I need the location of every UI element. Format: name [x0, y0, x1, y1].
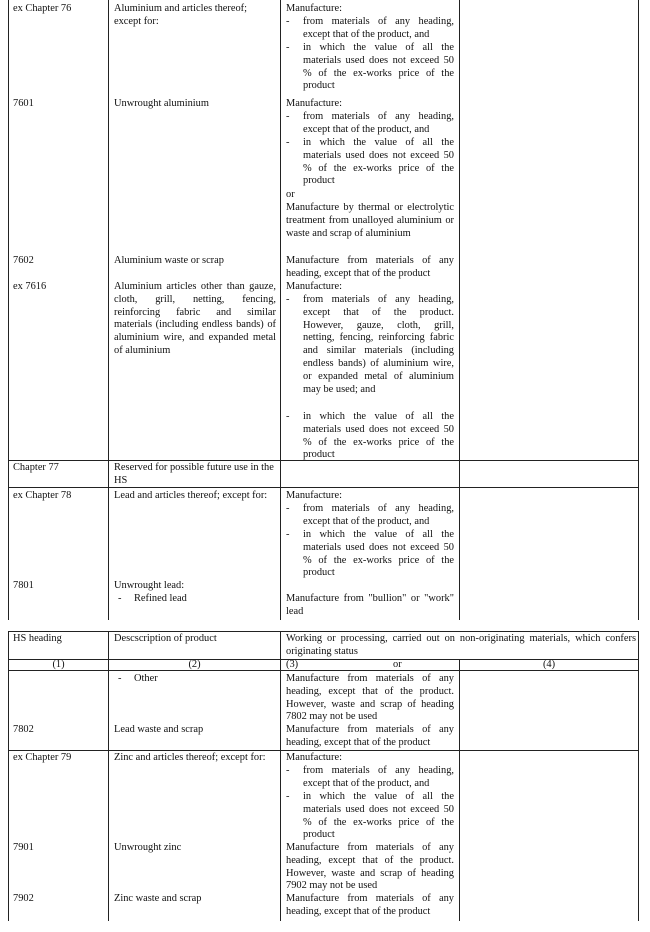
rule-intro: Manufacture: — [286, 281, 342, 292]
desc-aluminium-articles: Aluminium and articles thereof; except for: — [114, 3, 248, 27]
rule-bullet: - in which the value of all the materials used does not exceed 50 % of the ex-works price of the product — [286, 411, 454, 461]
heading-7901: 7901 — [13, 842, 34, 853]
desc-lead-waste: Lead waste and scrap — [114, 724, 204, 735]
heading-7601: 7601 — [13, 98, 34, 109]
top-table-divider-1 — [108, 0, 109, 620]
bottom-table-top-border — [8, 631, 639, 632]
bottom-table-divider-2 — [280, 631, 281, 921]
rule-alternative: Manufacture by thermal or electrolytic treatment from unalloyed aluminium or waste and scrap of aluminium — [286, 202, 454, 239]
rule-bullet: - in which the value of all the materials used does not exceed 50 % of the ex-works price of the product — [286, 42, 454, 92]
desc-unwrought-lead: Unwrought lead: — [114, 580, 185, 591]
rule-bullet: - in which the value of all the materials used does not exceed 50 % of the ex-works price of the product — [286, 137, 454, 187]
rule-text: Manufacture from materials of any heading, except that of the product. However, waste and scrap of heading 7802 may not be used — [286, 673, 454, 723]
top-table-left-border — [8, 0, 9, 620]
bottom-table-divider-3 — [459, 659, 460, 921]
column-or: or — [393, 659, 402, 670]
desc-zinc-articles: Zinc and articles thereof; except for: — [114, 752, 266, 763]
heading-ex-chapter-79: ex Chapter 79 — [13, 752, 72, 763]
rule-text: Manufacture from materials of any heading, except that of the product. However, waste and scrap of heading 7902 may not be used — [286, 842, 454, 892]
rule-bullet: - from materials of any heading, except that of the product. However, gauze, cloth, grill, netting, fencing, reinforcing fabric and similar materials (including endless bands) of aluminium wire, or expanded metal of aluminium may be used; and — [286, 294, 454, 395]
heading-ex-chapter-76: ex Chapter 76 — [13, 3, 72, 14]
desc-reserved: Reserved for possible future use in the HS — [114, 462, 274, 486]
column-header-description: Descscription of product — [114, 633, 217, 644]
bottom-table-left-border — [8, 631, 9, 921]
top-table-row-rule-2 — [8, 487, 639, 488]
rule-bullet: - in which the value of all the materials used does not exceed 50 % of the ex-works price of the product — [286, 791, 454, 841]
top-table-right-border — [638, 0, 639, 620]
column-number-3: (3) — [286, 659, 299, 670]
bottom-table-row-rule — [8, 750, 639, 751]
rule-or: or — [286, 189, 295, 200]
rule-bullet: - from materials of any heading, except that of the product, and — [286, 111, 454, 135]
rule-bullet: - from materials of any heading, except that of the product, and — [286, 16, 454, 40]
desc-zinc-waste: Zinc waste and scrap — [114, 893, 202, 904]
column-number-1: (1) — [52, 659, 65, 670]
heading-7902: 7902 — [13, 893, 34, 904]
bottom-table-right-border — [638, 631, 639, 921]
column-header-hs-heading: HS heading — [13, 633, 62, 644]
heading-7801: 7801 — [13, 580, 34, 591]
rule-text: Manufacture from materials of any heading, except that of the product — [286, 893, 454, 917]
desc-unwrought-aluminium: Unwrought aluminium — [114, 98, 209, 109]
rule-text: Manufacture from materials of any heading, except that of the product — [286, 255, 454, 279]
rule-bullet: - from materials of any heading, except that of the product, and — [286, 765, 454, 789]
rule-intro: Manufacture: — [286, 752, 342, 763]
heading-chapter-77: Chapter 77 — [13, 462, 59, 473]
column-number-4: (4) — [542, 659, 556, 670]
heading-ex-7616: ex 7616 — [13, 281, 47, 292]
rule-bullet: - in which the value of all the materials used does not exceed 50 % of the ex-works price of the product — [286, 529, 454, 579]
rule-intro: Manufacture: — [286, 490, 342, 501]
top-table-divider-2 — [280, 0, 281, 620]
desc-aluminium-waste: Aluminium waste or scrap — [114, 255, 224, 266]
rule-text: Manufacture from materials of any heading, except that of the product — [286, 724, 454, 748]
desc-lead-articles: Lead and articles thereof; except for: — [114, 490, 268, 501]
bottom-table-divider-1 — [108, 631, 109, 921]
heading-ex-chapter-78: ex Chapter 78 — [13, 490, 72, 501]
desc-aluminium-other-articles: Aluminium articles other than gauze, cloth, grill, netting, fencing, reinforcing fabric and similar materials (including endless bands) of aluminium wire, and expanded metal of aluminium — [114, 281, 276, 356]
desc-unwrought-zinc: Unwrought zinc — [114, 842, 182, 853]
rule-text: Manufacture from "bullion" or "work" lead — [286, 593, 454, 617]
heading-7802: 7802 — [13, 724, 34, 735]
column-header-working: Working or processing, carried out on non-originating materials, which confers originating status — [286, 633, 636, 657]
heading-7602: 7602 — [13, 255, 34, 266]
rule-intro: Manufacture: — [286, 3, 342, 14]
rule-intro: Manufacture: — [286, 98, 342, 109]
top-table-divider-3 — [459, 0, 460, 620]
rule-bullet: - from materials of any heading, except that of the product, and — [286, 503, 454, 527]
column-number-2: (2) — [188, 659, 201, 670]
